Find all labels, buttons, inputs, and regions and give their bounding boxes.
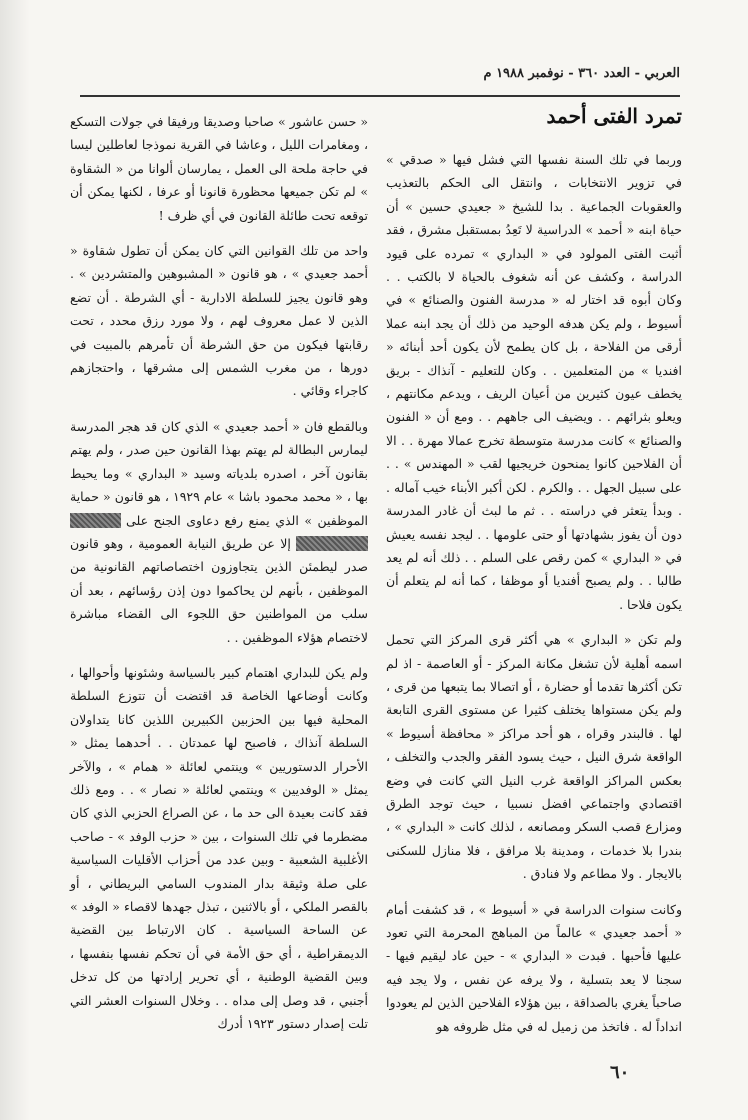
running-head: العربي - العدد ٣٦٠ - نوفمبر ١٩٨٨ م [483,66,680,81]
right-column [386,148,682,1050]
left-column [70,110,368,1047]
paragraph: « حسن عاشور » صاحبا وصديقا ورفيقا في جولات التسكع ، ومغامرات الليل ، وعاشا في القرية نموذجا لعاطلين ليسا في حاجة ملحة الى العمل ، يمارسان ألوانا من « الشقاوة » لم تكن جميعها محظورة قانونا أو عرفا ، لكنها يمكن أن توقعه تحت طائلة القانون في أي ظرف ! [70,114,368,223]
paragraph: وكانت سنوات الدراسة في « أسيوط » ، قد كشفت أمام « أحمد جعيدي » عالماً من المباهج المحرمة التي تعود عليها فأحبها . فبدت « البداري » - حين عاد ليقيم فيها - سجنا لا يعد بتسلية ، ولا يرفه عن نفس ، ولا يجد فيه صاحباً يغري بالصداقة ، بين هؤلاء الفلاحين الذين لم يعودوا انداداً له . فاتخذ من زميل له في مثل ظروفه هو [386,901,682,1034]
paragraph: ولم يكن للبداري اهتمام كبير بالسياسة وشئونها وأحوالها ، وكانت أوضاعها الخاصة قد اقتضت أن تتوزع السلطة المحلية فيها بين الحزبين الكبيرين اللذين كانا يتداولان السلطة آنذاك ، فاصبح لها عمدتان . . أحدهما يمثل « الأحرار الدستوريين » وينتمي لعائلة « همام » ، والآخر يمثل « الوفديين » وينتمي لعائلة « نصار » . . ومع ذلك فقد كانت بعيدة الى حد ما ، عن الصراع الحزبي الذي كان مضطرما في تلك السنوات ، بين « حزب الوفد » - صاحب الأغلبية الشعبية - وبين عدد من أحزاب الأقليات السياسية على صلة وثيقة بدار المندوب السامي البريطاني ، أو بالقصر الملكي ، أو بالاثنين ، تبذل جهدها لاقصاء « الوفد » عن الساحة السياسية . كان الارتباط بين القضية الديمقراطية ، أي حق الأمة في أن تحكم نفسها بنفسها ، وبين القضية الوطنية ، أي تحرير إرادتها من كل تدخل أجنبي ، قد وصل إلى مداه . . وخلال السنوات العشر التي تلت إصدار دستور ١٩٢٣ أدرك [70,664,368,1032]
page-number: ٦٠ [610,1062,630,1083]
paragraph: وربما في تلك السنة نفسها التي فشل فيها « صدقي » في تزوير الانتخابات ، وانتقل الى الحكم بالتعذيب والعقوبات الجماعية . بدا للشيخ « جعيدي حسين » أن حياة ابنه « أحمد » الدراسية لا تَعِدُ بمستقبل مشرق ، فقد أثبت الفتى المولود في « البداري » تمرده على قيود الدراسة ، وكشف عن أنه شغوف بالحياة لا بالكتب . . وكان أبوه قد اختار له « مدرسة الفنون والصنائع » في أسيوط ، ولم يكن هدفه الوحيد من ذلك أن يجد ابنه عملا أرقى من الفلاحة ، بل كان يطمح لأن يكون أحد أبنائه « افنديا » من المتعلمين . . وكان للتعليم - آنذاك - بريق يخطف عيون كثيرين من أعيان الريف ، ويدعم مكانتهم ، ويعلو بثرائهم . . ويضيف الى جاههم . . ومع أن « الفنون والصنائع » كانت مدرسة متوسطة تخرج عمالا مهرة . . الا أن الفلاحين كانوا يمنحون خريجيها لقب « المهندس » . . على سبيل الجهل . . والكرم . لكن أكبر الأبناء خيب آماله . . وبدأ يتعثر في دراسته . . ثم ما لبث أن غادر المدرسة دون أن يفوز بشهادتها أو حتى علومها . . ليجد نفسه يعيش في « البداري » كمن رقص على السلم . . ذلك أنه لم يعد طالبا . . ولم يصبح أفنديا أو موظفا ، كما أنه لم يتعلم أن يكون فلاحا . [386,152,682,612]
paragraph: ولم تكن « البداري » هي أكثر قرى المركز التي تحمل اسمه أهلية لأن تشغل مكانة المركز - أو العاصمة - اذ لم تكن أكثرها تقدما أو حضارة ، أو اتصالا بما يتبعها من قرى ، ولم يكن مستواها يختلف كثيرا عن مستوى القرى التابعة لها . فالبندر وقراه ، هو أحد مراكز « محافظة أسيوط » الواقعة شرق النيل ، حيث يسود الفقر والجدب والتخلف ، بعكس المراكز الواقعة غرب النيل التي كانت في وضع اقتصادي واجتماعي افضل نسبيا ، حيث توجد الطرق ومزارع قصب السكر ومصانعه ، لذلك كانت « البداري » ، بندرا بلا خدمات ، ومدينة بلا مرافق ، فلا منازل للسكنى بالايجار . ولا مطاعم ولا فنادق . [386,632,682,882]
paragraph: واحد من تلك القوانين التي كان يمكن أن تطول شقاوة « أحمد جعيدي » ، هو قانون « المشبوهين والمتشردين » . وهو قانون يجيز للسلطة الادارية - أي الشرطة . أن تضع الذين لا عمل معروف لهم ، ولا مورد رزق محدد ، تحت رقابتها فيكون من حق الشرطة أن تأمرهم بالمبيت في دورها ، من مغرب الشمس إلى مشرقها ، واحتجازهم كاجراء وقائي . [70,243,368,399]
header-divider [80,95,680,97]
article-title: تمرد الفتى أحمد [546,104,682,128]
paragraph: وبالقطع فان « أحمد جعيدي » الذي كان قد هجر المدرسة ليمارس البطالة لم يهتم بهذا القانون حين صدر ، ولم يهتم بقانون آخر ، اصدره بلدياته وسيد « البداري » وما يحيط بها ، « محمد محمود باشا » عام ١٩٢٩ ، هو قانون « حماية الموظفين » الذي يمنع رفع دعاوى الجنح على إلا عن طريق النيابة العمومية ، وهو قانون صدر ليطمئن الذين يتجاوزون اختصاصاتهم القانونية من الموظفين ، بأنهم لن يحاكموا دون إذن رؤسائهم ، بعد أن سلب من المواطنين حق اللجوء الى القضاء مباشرة لاختصام هؤلاء الموظفين . . [70,418,368,645]
hatched-phrase [70,513,368,551]
binding-shadow [0,0,30,1120]
